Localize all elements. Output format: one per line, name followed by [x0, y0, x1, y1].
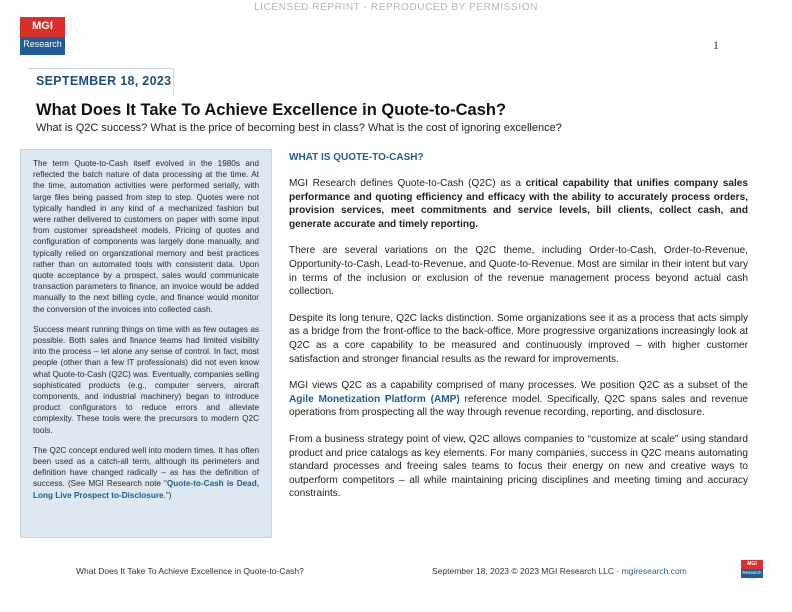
logo-band [20, 37, 65, 55]
body-paragraph: Despite its long tenure, Q2C lacks distinction. Some organizations see it as a process that acts simply as a bridge from the front-office to the back-office. More progressive organizations increasingly look at Q2C as a core capability to be measured and continuously improved – with higher customer satisfaction and stronger financial results as the reward for improvements. [289, 312, 748, 365]
footer-logo [741, 560, 763, 578]
definition-bold-text: critical capability that unifies company sales performance and quoting efficiency and efficacy with the ability to accurately process orders, provision services, meet commitments and service levels, bill clients, collect cash, and generate accurate and timely reporting. [289, 178, 748, 230]
footer-logo-band [741, 569, 763, 578]
sidebar-paragraph: The term Quote-to-Cash itself evolved in the 1980s and reflected the batch nature of data processing at the time. At the time, automation activities were performed serially, with large files being passed from step to step. Quotes were not typically handled in any kind of a mechanized fashion but were rather delivered to customers on paper with some input from customer spreadsheet models. Pricing of quotes and configuration of components was largely done manually, and typically relied on organizational memory and best practices rather than on automated tools with consistent data. Upon quote acceptance by a prospect, sales would communicate transaction parameters to finance, an invoice would be added manually to the next billing cycle, and finance would monitor the conversion of the invoices into collected cash. [33, 159, 259, 314]
website-link[interactable]: mgiresearch.com [621, 566, 687, 576]
footer-logo-text-mgi: MGI [747, 561, 757, 567]
sidebar-paragraph [33, 445, 259, 501]
page-subtitle: What is Q2C success? What is the price of becoming best in class? What is the cost of ignoring excellence? [36, 122, 562, 134]
sidebar-text: The Q2C concept endured well into modern times. It has often been used as a catch-all term, although its perimeters and definition have changed radically – as has the definition of success. (See MGI Research note “ [33, 445, 259, 489]
body-text: MGI views Q2C as a capability comprised of many processes. We position Q2C as a subset of the [289, 380, 748, 392]
body-text: reference model. Specifically, Q2C spans sales and revenue operations from prospecting all the way through revenue recording, reporting, and disclosure. [289, 393, 748, 419]
reprint-banner: LICENSED REPRINT - REPRODUCED BY PERMISSION [254, 2, 538, 13]
main-content [289, 152, 748, 514]
body-paragraph [289, 177, 748, 231]
body-paragraph [289, 379, 748, 420]
section-heading: WHAT IS QUOTE-TO-CASH? [289, 152, 424, 163]
amp-link[interactable]: Agile Monetization Platform (AMP) [289, 393, 460, 405]
footer-logo-text-research: Research [742, 570, 762, 575]
body-text: MGI Research defines Quote-to-Cash (Q2C) as a [289, 178, 526, 189]
sidebar-box [20, 149, 272, 538]
page-title: What Does It Take To Achieve Excellence in Quote-to-Cash? [36, 101, 507, 119]
page-number: 1 [713, 38, 719, 52]
sidebar-text: .”) [163, 490, 172, 500]
logo-text-research: Research [23, 39, 62, 49]
footer-copyright [432, 566, 687, 576]
body-paragraph: From a business strategy point of view, Q2C allows companies to “customize at scale” using standard product and price catalogs as key elements. For many companies, success in Q2C means automating standard processes and freeing sales teams to focus their energy on new and creative ways to outperform competitors – all while maintaining pricing disciplines and meeting timing and accuracy constraints. [289, 433, 748, 500]
mgi-research-logo [20, 17, 65, 55]
note-link[interactable]: Quote-to-Cash is Dead, Long Live Prospect to-Disclosure [33, 479, 260, 500]
footer-copyright-text: September 18, 2023 © 2023 MGI Research LLC · [432, 566, 622, 576]
footer-title: What Does It Take To Achieve Excellence in Quote-to-Cash? [76, 566, 304, 576]
publication-date: SEPTEMBER 18, 2023 [36, 74, 172, 88]
sidebar-paragraph: Success meant running things on time with as few outages as possible. Both sales and finance teams had limited visibility into the process – let alone any sense of control. In fact, most people (other than a few IT professionals) did not even know what Quote-to-Cash (Q2C) was. Eventually, companies selling sophisticated products (e.g., computer servers, aircraft components, and industrial machinery) began to introduce product configurators to reduce errors and alleviate complexity. These tools were the precursors to modern Q2C tools. [33, 324, 260, 435]
logo-text-mgi: MGI [32, 20, 53, 32]
body-paragraph: There are several variations on the Q2C theme, including Order-to-Cash, Order-to-Revenue, Opportunity-to-Cash, Lead-to-Revenue, and Quote-to-Revenue. Most are similar in their intent but vary in terms of the inclusion or exclusion of the revenue management process beyond actual cash collection. [289, 245, 748, 298]
